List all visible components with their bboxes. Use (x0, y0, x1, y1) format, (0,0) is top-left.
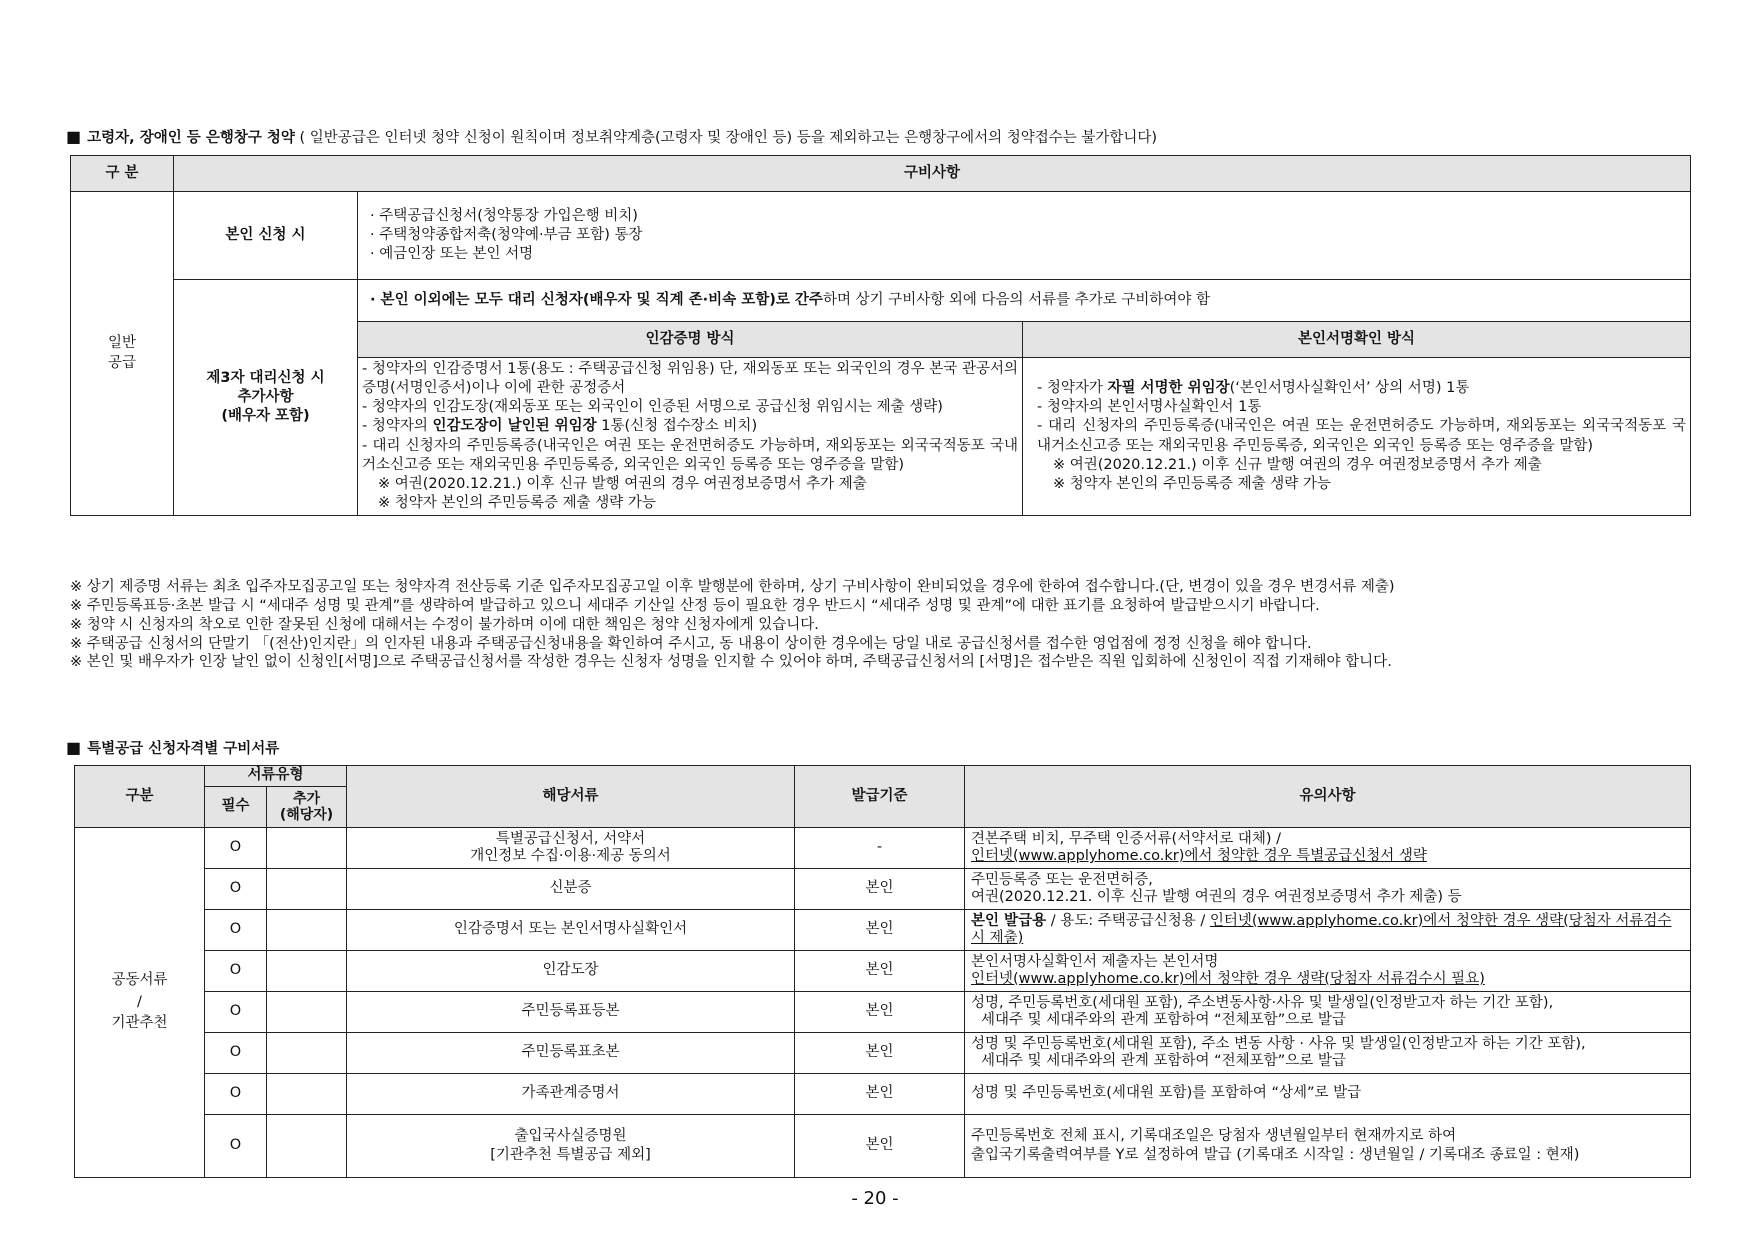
header-issue-basis: 발급기준 (795, 766, 965, 828)
table-row: O 주민등록표초본 본인 성명 및 주민등록번호(세대원 포함), 주소 변동 사항 · 사유 및 발생일(인정받고자 하는 기간 포함), 세대주 및 세대주와의 관계 포함하여 “전체포함”으로 발급 (75, 1033, 1691, 1074)
header-gubun: 구 분 (71, 156, 174, 192)
section2-title: ■ 특별공급 신청자격별 구비서류 (66, 738, 280, 757)
note-item: ※ 본인 및 배우자가 인장 날인 없이 신청인[서명]으로 주택공급신청서를 작성한 경우는 신청자 성명을 인지할 수 있어야 하며, 주택공급신청서의 [서명]은 접수받은 직원 입회하에 신청인이 직접 기재해야 합니다. (70, 654, 1392, 671)
header-notes: 유의사항 (965, 766, 1691, 828)
row-label-proxy: 제3자 대리신청 시 추가사항 (배우자 포함) (174, 280, 358, 516)
self-requirements (358, 192, 1691, 280)
sub-header-seal: 인감증명 방식 (358, 322, 1023, 358)
sub-header-signature: 본인서명확인 방식 (1023, 322, 1691, 358)
category-general-supply: 일반 공급 (71, 192, 174, 516)
notes-block (70, 578, 1685, 672)
proxy-intro: · 본인 이외에는 모두 대리 신청자(배우자 및 직계 존·비속 포함)로 간주하며 상기 구비사항 외에 다음의 서류를 추가로 구비하여야 함 (358, 280, 1691, 322)
category-common-docs: 공동서류 / 기관추천 (75, 828, 205, 1178)
row-label-self: 본인 신청 시 (174, 192, 358, 280)
list-item: · 주택공급신청서(청약통장 가입은행 비치) (370, 207, 638, 224)
square-bullet-icon: ■ (66, 738, 82, 757)
page-number: - 20 - (851, 1188, 899, 1209)
note-item: ※ 주택공급 신청서의 단말기 「(전산)인지란」의 인자된 내용과 주택공급신청내용을 확인하여 주시고, 동 내용이 상이한 경우에는 당일 내로 공급신청서를 접수한 영업점에 정정 신청을 해야 합니다. (70, 635, 1312, 652)
table-row: O 인감증명서 또는 본인서명사실확인서 본인 본인 발급용 / 용도: 주택공급신청용 / 인터넷(www.applyhome.co.kr)에서 청약한 경우 생략(당첨자 서류검수시 제출) (75, 910, 1691, 951)
signature-method-details: - 청약자가 자필 서명한 위임장(‘본인서명사실확인서’ 상의 서명) 1통 - 청약자의 본인서명사실확인서 1통 - 대리 신청자의 주민등록증(내국인은 여권 또는 운전면허증도 가능하며, 재외동포는 외국국적동포 국내거소신고증 또는 재외국민용 주민등록증, 외국인은 외국인 등록증 또는 영주증을 말함) ※ 여권(2020.12.21.) 이후 신규 발행 여권의 경우 여권정보증명서 추가 제출 ※ 청약자 본인의 주민등록증 제출 생략 가능 (1023, 358, 1691, 516)
bank-window-requirements-table (70, 155, 1691, 516)
header-doc-type: 서류유형 (205, 766, 347, 787)
table-row: O 인감도장 본인 본인서명사실확인서 제출자는 본인서명 인터넷(www.applyhome.co.kr)에서 청약한 경우 생략(당첨자 서류검수시 필요) (75, 951, 1691, 992)
header-required: 필수 (205, 787, 267, 828)
table-row: 공동서류 / 기관추천 O 특별공급신청서, 서약서 개인정보 수집·이용·제공 동의서 - 견본주택 비치, 무주택 인증서류(서약서로 대체) / 인터넷(www.applyhome.co.kr)에서 청약한 경우 특별공급신청서 생략 (75, 828, 1691, 869)
seal-method-details: - 청약자의 인감증명서 1통(용도 : 주택공급신청 위임용) 단, 재외동포 또는 외국인의 경우 본국 관공서의 증명(서명인증서)이나 이에 관한 공정증서 - 청약자의 인감도장(재외동포 또는 외국인이 인증된 서명으로 공급신청 위임시는 제출 생략) - 청약자의 인감도장이 날인된 위임장 1통(신청 접수장소 비치) - 대리 신청자의 주민등록증(내국인은 여권 또는 운전면허증도 가능하며, 재외동포는 외국국적동포 국내거소신고증 또는 재외국민용 주민등록증, 외국인은 외국인 등록증 또는 영주증을 말함) ※ 여권(2020.12.21.) 이후 신규 발행 여권의 경우 여권정보증명서 추가 제출 ※ 청약자 본인의 주민등록증 제출 생략 가능 (358, 358, 1023, 516)
special-supply-documents-table (74, 765, 1691, 1178)
square-bullet-icon: ■ (66, 127, 82, 146)
note-item: ※ 주민등록표등·초본 발급 시 “세대주 성명 및 관계”를 생략하여 발급하고 있으니 세대주 기산일 산정 등이 필요한 경우 반드시 “세대주 성명 및 관계”에 대한 표기를 요청하여 발급받으시기 바랍니다. (70, 597, 1320, 614)
table-header-row (75, 766, 1691, 787)
header-document: 해당서류 (347, 766, 795, 828)
note-item: ※ 상기 제증명 서류는 최초 입주자모집공고일 또는 청약자격 전산등록 기준 입주자모집공고일 이후 발행분에 한하며, 상기 구비사항이 완비되었을 경우에 한하여 접수합니다.(단, 변경이 있을 경우 변경서류 제출) (70, 579, 1395, 595)
header-gubun: 구분 (75, 766, 205, 828)
section1-title: ■ 고령자, 장애인 등 은행창구 청약 ( 일반공급은 인터넷 청약 신청이 원칙이며 정보취약계층(고령자 및 장애인 등) 등을 제외하고는 은행창구에서의 청약접수는 불가합니다) (66, 127, 1158, 146)
table-row: O 신분증 본인 주민등록증 또는 운전면허증, 여권(2020.12.21. 이후 신규 발행 여권의 경우 여권정보증명서 추가 제출) 등 (75, 869, 1691, 910)
table-row (71, 280, 1691, 322)
header-additional: 추가 (해당자) (267, 787, 347, 828)
table-row: O 주민등록표등본 본인 성명, 주민등록번호(세대원 포함), 주소변동사항·사유 및 발생일(인정받고자 하는 기간 포함), 세대주 및 세대주와의 관계 포함하여 “전체포함”으로 발급 (75, 992, 1691, 1033)
table-row (71, 192, 1691, 280)
note-item: ※ 청약 시 신청자의 착오로 인한 잘못된 신청에 대해서는 수정이 불가하며 이에 대한 책임은 청약 신청자에게 있습니다. (70, 616, 819, 633)
table-header-row (71, 156, 1691, 192)
list-item: · 주택청약종합저축(청약예·부금 포함) 통장 (370, 226, 643, 243)
header-requirements: 구비사항 (174, 156, 1691, 192)
table-row: O 가족관계증명서 본인 성명 및 주민등록번호(세대원 포함)를 포함하여 “상세”로 발급 (75, 1074, 1691, 1115)
list-item: · 예금인장 또는 본인 서명 (370, 246, 534, 263)
table-row: O 출입국사실증명원 [기관추천 특별공급 제외] 본인 주민등록번호 전체 표시, 기록대조일은 당첨자 생년월일부터 현재까지로 하여 출입국기록출력여부를 Y로 설정하여 발급 (기록대조 시작일 : 생년월일 / 기록대조 종료일 : 현재) (75, 1115, 1691, 1178)
